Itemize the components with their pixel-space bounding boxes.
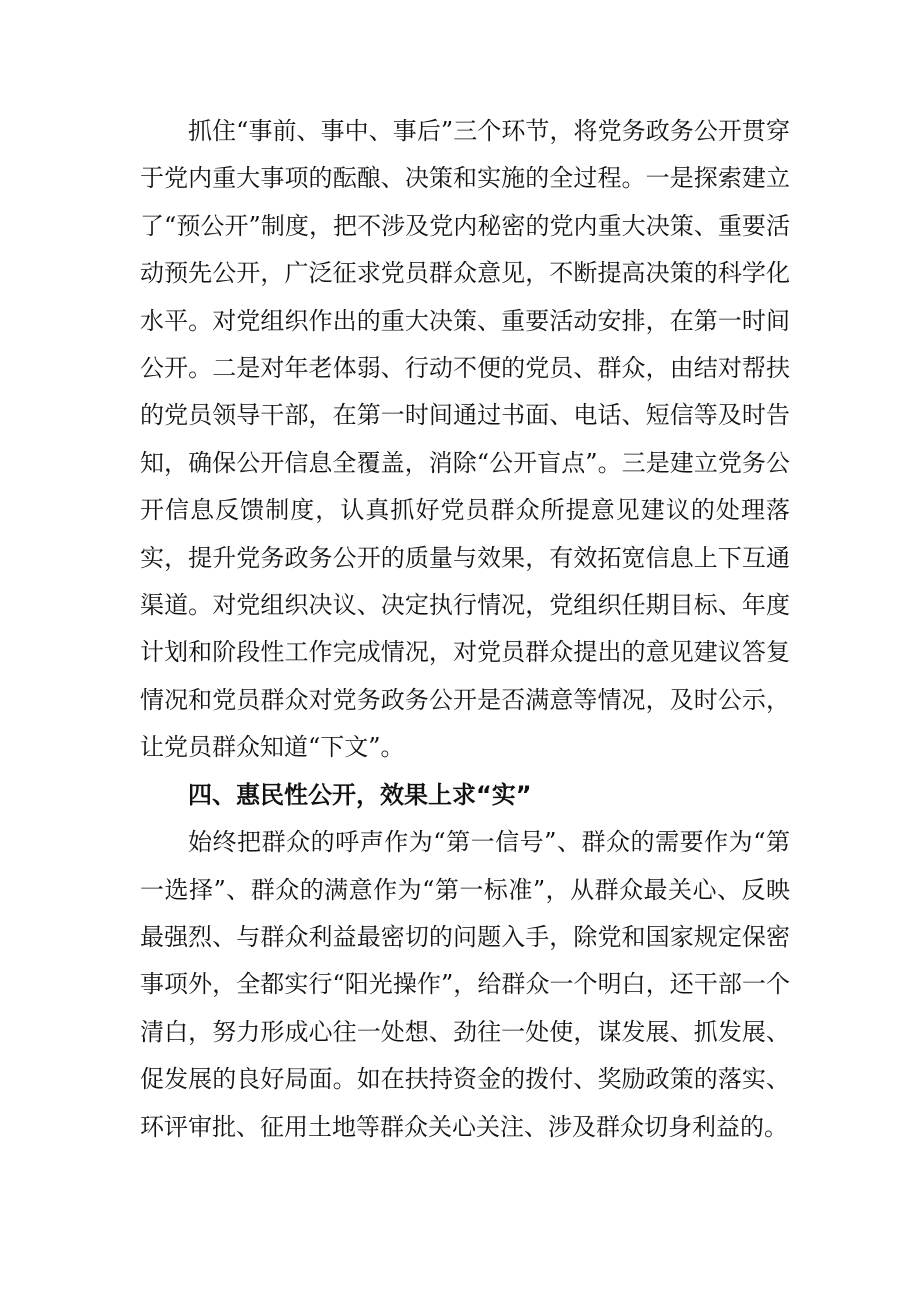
body-paragraph: 始终把群众的呼声作为“第一信号”、群众的需要作为“第一选择”、群众的满意作为“第一标准”，从群众最关心、反映最强烈、与群众利益最密切的问题入手，除党和国家规定保密事项外，全都实行“阳光操作”，给群众一个明白，还干部一个清白，努力形成心往一处想、劲往一处使，谋发展、抓发展、促发展的良好局面。如在扶持资金的拨付、奖励政策的落实、环评审批、征用土地等群众关心关注、涉及群众切身利益的。	[140, 828, 790, 1141]
body-paragraph: 抓住“事前、事中、事后”三个环节，将党务政务公开贯穿于党内重大事项的酝酿、决策和实施的全过程。一是探索建立了“预公开”制度，把不涉及党内秘密的党内重大决策、重要活动预先公开，广泛征求党员群众意见，不断提高决策的科学化水平。对党组织作出的重大决策、重要活动安排，在第一时间公开。二是对年老体弱、行动不便的党员、群众，由结对帮扶的党员领导干部，在第一时间通过书面、电话、短信等及时告知，确保公开信息全覆盖，消除“公开盲点”。三是建立党务公开信息反馈制度，认真抓好党员群众所提意见建议的处理落实，提升党务政务公开的质量与效果，有效拓宽信息上下互通渠道。对党组织决议、决定执行情况，党组织任期目标、年度计划和阶段性工作完成情况，对党员群众提出的意见建议答复情况和党员群众对党务政务公开是否满意等情况，及时公示，让党员群众知道“下文”。	[140, 117, 790, 762]
document-body	[140, 108, 790, 1151]
section-heading: 四、惠民性公开，效果上求“实”	[188, 780, 532, 809]
